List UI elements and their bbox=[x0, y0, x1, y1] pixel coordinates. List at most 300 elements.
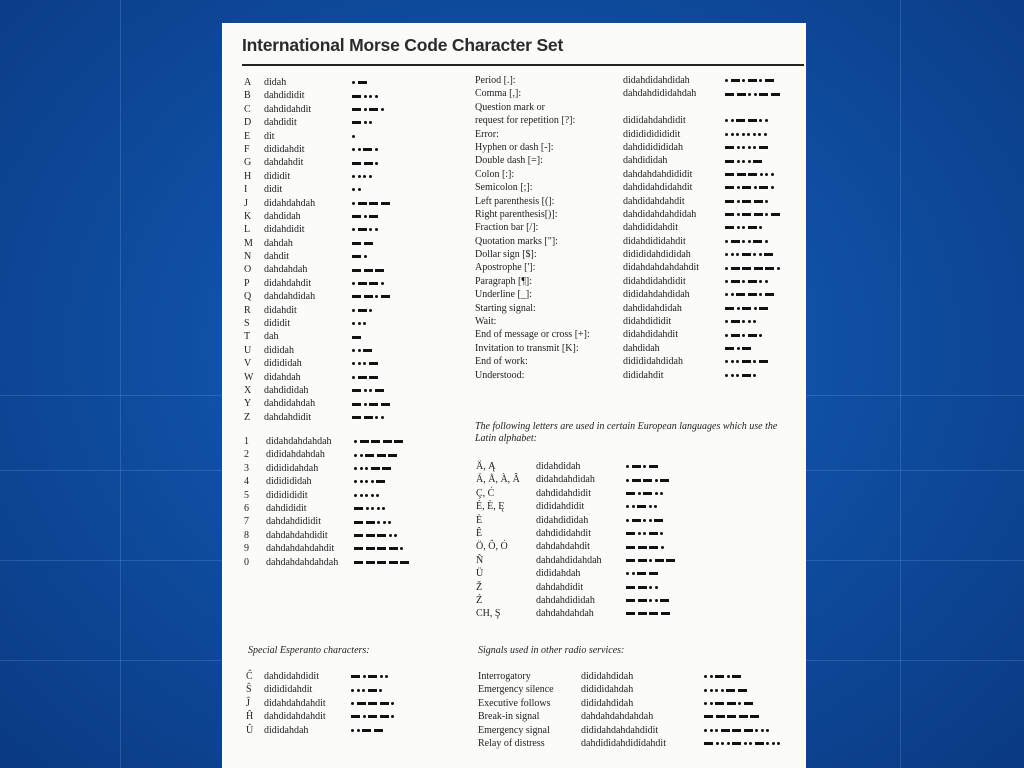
morse-dot bbox=[394, 534, 397, 537]
morse-dash bbox=[352, 162, 361, 165]
phonetic-name: dahdahdahdahdah bbox=[581, 711, 654, 723]
character-label: request for repetition [?]: bbox=[475, 115, 576, 127]
table-row bbox=[475, 87, 805, 100]
table-row bbox=[476, 594, 776, 607]
morse-dot bbox=[358, 349, 361, 352]
morse-dot bbox=[643, 519, 646, 522]
morse-symbol bbox=[725, 275, 770, 288]
phonetic-name: dahdahdahdit bbox=[536, 541, 590, 553]
morse-dash bbox=[357, 702, 366, 705]
morse-symbol bbox=[351, 670, 391, 683]
phonetic-name: dahdahdididah bbox=[536, 594, 595, 606]
phonetic-name: dahdididididah bbox=[623, 141, 683, 153]
table-row bbox=[475, 315, 805, 328]
phonetic-name: dididahdit bbox=[264, 143, 305, 155]
morse-symbol bbox=[704, 697, 755, 710]
phonetic-name: didididahdit bbox=[264, 684, 313, 696]
morse-dot bbox=[737, 146, 740, 149]
morse-dot bbox=[366, 507, 369, 510]
character-label: Double dash [=]: bbox=[475, 155, 543, 167]
table-row bbox=[478, 710, 803, 723]
morse-dash bbox=[366, 521, 375, 524]
morse-dot bbox=[380, 675, 383, 678]
table-row bbox=[244, 475, 454, 488]
morse-dash bbox=[715, 702, 724, 705]
phonetic-name: dahdidah bbox=[264, 210, 301, 222]
table-row bbox=[244, 411, 444, 424]
character-label: Ü bbox=[476, 568, 484, 580]
morse-dash bbox=[364, 416, 373, 419]
morse-dot bbox=[360, 480, 363, 483]
table-row bbox=[244, 502, 454, 515]
morse-dot bbox=[765, 280, 768, 283]
morse-dash bbox=[765, 293, 774, 296]
morse-dot bbox=[727, 675, 730, 678]
european-heading: The following letters are used in certain European languages which use the Latin alphabet: bbox=[475, 421, 778, 444]
morse-symbol bbox=[354, 515, 394, 528]
character-label: E bbox=[244, 130, 251, 142]
table-row bbox=[244, 384, 444, 397]
morse-dot bbox=[766, 729, 769, 732]
morse-dash bbox=[759, 186, 768, 189]
morse-dot bbox=[358, 148, 361, 151]
morse-dot bbox=[660, 492, 663, 495]
radio-heading: Signals used in other radio services: bbox=[478, 645, 625, 656]
morse-dot bbox=[643, 465, 646, 468]
phonetic-name: dahdidahdidit bbox=[536, 487, 591, 499]
table-row bbox=[475, 154, 805, 167]
phonetic-name: dahdidahdahdit bbox=[623, 195, 685, 207]
character-label: Error: bbox=[475, 128, 499, 140]
phonetic-name: didididahdidah bbox=[623, 356, 683, 368]
morse-dash bbox=[363, 148, 372, 151]
character-label: Ö, Ô, Ó bbox=[476, 541, 508, 553]
morse-symbol bbox=[352, 210, 381, 223]
morse-dot bbox=[655, 586, 658, 589]
character-label: Ñ bbox=[476, 554, 484, 566]
table-row bbox=[475, 195, 805, 208]
morse-dot bbox=[377, 521, 380, 524]
morse-dot bbox=[753, 374, 756, 377]
character-label: Right parenthesis[)]: bbox=[475, 208, 558, 220]
morse-dash bbox=[725, 213, 734, 216]
morse-dash bbox=[626, 599, 635, 602]
character-label: R bbox=[244, 304, 251, 316]
phonetic-name: dahdidahdahdit bbox=[264, 711, 326, 723]
morse-symbol bbox=[725, 128, 769, 141]
table-row bbox=[475, 128, 805, 141]
table-row bbox=[244, 304, 444, 317]
morse-dot bbox=[754, 307, 757, 310]
phonetic-name: didahdahdahdit bbox=[264, 697, 326, 709]
morse-symbol bbox=[725, 261, 782, 274]
morse-dot bbox=[771, 186, 774, 189]
character-label: Ź bbox=[476, 594, 483, 606]
table-row bbox=[475, 369, 805, 382]
phonetic-name: dahdididah bbox=[623, 155, 668, 167]
morse-dash bbox=[742, 347, 751, 350]
character-label: Starting signal: bbox=[475, 302, 536, 314]
morse-dot bbox=[352, 282, 355, 285]
morse-dash bbox=[380, 702, 389, 705]
morse-dash bbox=[632, 519, 641, 522]
morse-dot bbox=[391, 715, 394, 718]
character-label: Ĵ bbox=[246, 697, 250, 709]
morse-dash bbox=[754, 213, 763, 216]
morse-dash bbox=[377, 534, 386, 537]
morse-dot bbox=[357, 689, 360, 692]
morse-symbol bbox=[354, 448, 400, 461]
morse-dash bbox=[731, 267, 740, 270]
morse-dash bbox=[716, 715, 725, 718]
morse-dot bbox=[649, 505, 652, 508]
morse-dot bbox=[765, 240, 768, 243]
character-label: Wait: bbox=[475, 316, 497, 328]
morse-dot bbox=[748, 240, 751, 243]
morse-dash bbox=[394, 440, 403, 443]
character-label: Executive follows bbox=[478, 697, 551, 709]
morse-dash bbox=[704, 742, 713, 745]
morse-dash bbox=[369, 215, 378, 218]
morse-dot bbox=[716, 742, 719, 745]
table-row bbox=[475, 302, 805, 315]
morse-symbol bbox=[352, 371, 381, 384]
sheet-title: International Morse Code Character Set bbox=[242, 35, 564, 55]
morse-dash bbox=[759, 307, 768, 310]
morse-dot bbox=[738, 702, 741, 705]
character-label: T bbox=[244, 331, 251, 343]
phonetic-name: dahdahdididahdah bbox=[623, 88, 697, 100]
morse-dash bbox=[649, 572, 658, 575]
morse-dash bbox=[366, 534, 375, 537]
morse-dot bbox=[755, 729, 758, 732]
morse-symbol bbox=[626, 487, 666, 500]
table-row bbox=[244, 344, 444, 357]
character-label: U bbox=[244, 344, 252, 356]
character-label: G bbox=[244, 157, 252, 169]
morse-dot bbox=[704, 675, 707, 678]
phonetic-name: dididah bbox=[264, 344, 294, 356]
morse-dash bbox=[726, 689, 735, 692]
character-label: Paragraph [¶]: bbox=[475, 275, 533, 287]
character-label: Ä, Ą bbox=[476, 461, 496, 472]
phonetic-name: dahdit bbox=[264, 251, 289, 263]
morse-symbol bbox=[352, 103, 386, 116]
morse-dot bbox=[362, 689, 365, 692]
morse-dash bbox=[354, 547, 363, 550]
morse-dot bbox=[354, 467, 357, 470]
character-label: Relay of distress bbox=[478, 737, 545, 749]
morse-dot bbox=[352, 376, 355, 379]
table-row bbox=[475, 235, 805, 248]
morse-dot bbox=[381, 108, 384, 111]
morse-dot bbox=[643, 532, 646, 535]
table-row bbox=[246, 697, 456, 710]
morse-dot bbox=[383, 521, 386, 524]
character-label: CH, Ş bbox=[476, 608, 501, 620]
morse-dot bbox=[748, 160, 751, 163]
phonetic-name: dididahdahdah bbox=[266, 449, 325, 461]
morse-dot bbox=[632, 572, 635, 575]
morse-dot bbox=[354, 454, 357, 457]
morse-dot bbox=[365, 494, 368, 497]
morse-dash bbox=[748, 79, 757, 82]
table-row bbox=[244, 462, 454, 475]
morse-dash bbox=[352, 255, 361, 258]
morse-dash bbox=[626, 612, 635, 615]
character-label: Break-in signal bbox=[478, 711, 540, 723]
table-row bbox=[475, 288, 805, 301]
morse-dash bbox=[649, 465, 658, 468]
phonetic-name: dahdahdidit bbox=[264, 411, 312, 423]
morse-dash bbox=[649, 612, 658, 615]
table-row bbox=[244, 371, 444, 384]
morse-dash bbox=[364, 269, 373, 272]
morse-dash bbox=[732, 729, 741, 732]
background-line bbox=[900, 0, 901, 768]
morse-dot bbox=[377, 507, 380, 510]
morse-dot bbox=[369, 95, 372, 98]
morse-symbol bbox=[352, 76, 369, 89]
table-row bbox=[244, 116, 444, 129]
phonetic-name: dahdahdahdididit bbox=[623, 168, 693, 180]
morse-dash bbox=[638, 546, 647, 549]
character-label: Comma [,]: bbox=[475, 88, 522, 100]
morse-dot bbox=[725, 240, 728, 243]
morse-symbol bbox=[626, 554, 678, 567]
morse-dash bbox=[352, 389, 361, 392]
morse-symbol bbox=[352, 411, 386, 424]
character-label: C bbox=[244, 103, 251, 115]
morse-reference-sheet bbox=[222, 23, 806, 768]
morse-dash bbox=[754, 200, 763, 203]
morse-dot bbox=[765, 213, 768, 216]
table-row bbox=[476, 514, 776, 527]
morse-dot bbox=[382, 507, 385, 510]
morse-dot bbox=[765, 119, 768, 122]
morse-dot bbox=[365, 467, 368, 470]
table-row bbox=[476, 527, 776, 540]
character-label: S bbox=[244, 318, 250, 330]
morse-symbol bbox=[725, 369, 759, 382]
morse-symbol bbox=[725, 154, 765, 167]
morse-dot bbox=[742, 79, 745, 82]
table-row bbox=[244, 277, 444, 290]
morse-dash bbox=[742, 374, 751, 377]
morse-symbol bbox=[352, 397, 392, 410]
morse-dot bbox=[660, 532, 663, 535]
phonetic-name: dididit bbox=[264, 318, 291, 330]
morse-dot bbox=[753, 133, 756, 136]
morse-dot bbox=[358, 362, 361, 365]
morse-symbol bbox=[725, 168, 776, 181]
table-row bbox=[476, 567, 776, 580]
table-row bbox=[478, 670, 803, 683]
morse-dot bbox=[704, 689, 707, 692]
morse-dot bbox=[375, 162, 378, 165]
phonetic-name: didididahdah bbox=[266, 462, 319, 474]
character-label: Ĥ bbox=[246, 711, 254, 723]
table-row bbox=[244, 529, 454, 542]
morse-dot bbox=[737, 226, 740, 229]
morse-dash bbox=[632, 465, 641, 468]
morse-dot bbox=[655, 492, 658, 495]
morse-dot bbox=[710, 702, 713, 705]
phonetic-name: dahdahdidah bbox=[264, 291, 316, 303]
character-label: Q bbox=[244, 291, 252, 303]
character-label: End of message or cross [+]: bbox=[475, 329, 590, 341]
phonetic-name: dahdidahdah bbox=[264, 398, 316, 410]
title-rule bbox=[242, 64, 804, 66]
table-row bbox=[244, 317, 444, 330]
morse-dot bbox=[364, 108, 367, 111]
morse-dot bbox=[736, 253, 739, 256]
morse-dot bbox=[759, 280, 762, 283]
table-row bbox=[244, 156, 444, 169]
table-row bbox=[244, 210, 444, 223]
morse-dash bbox=[358, 376, 367, 379]
phonetic-name: dit bbox=[264, 130, 275, 142]
morse-dash bbox=[377, 547, 386, 550]
morse-dash bbox=[374, 729, 383, 732]
morse-dot bbox=[375, 148, 378, 151]
morse-dot bbox=[389, 534, 392, 537]
morse-dot bbox=[715, 729, 718, 732]
morse-dash bbox=[742, 253, 751, 256]
character-label: Á, Å, À, Â bbox=[476, 474, 520, 486]
morse-dot bbox=[369, 309, 372, 312]
morse-dash bbox=[352, 295, 361, 298]
morse-symbol bbox=[704, 710, 762, 723]
table-row bbox=[475, 168, 805, 181]
esperanto-heading: Special Esperanto characters: bbox=[248, 645, 370, 656]
morse-symbol bbox=[352, 130, 358, 143]
phonetic-name: didahdahdit bbox=[264, 277, 312, 289]
morse-dash bbox=[661, 612, 670, 615]
character-label: É, È, Ę bbox=[476, 501, 505, 513]
phonetic-name: didahdidahdidah bbox=[623, 75, 690, 86]
morse-symbol bbox=[626, 460, 660, 473]
morse-dot bbox=[352, 81, 355, 84]
morse-dot bbox=[375, 228, 378, 231]
table-row bbox=[475, 208, 805, 221]
phonetic-name: dididahdah bbox=[536, 568, 581, 580]
morse-dot bbox=[371, 507, 374, 510]
morse-dash bbox=[366, 547, 375, 550]
morse-dot bbox=[727, 742, 730, 745]
morse-dot bbox=[725, 119, 728, 122]
character-label: Fraction bar [/]: bbox=[475, 222, 539, 234]
morse-dot bbox=[704, 729, 707, 732]
morse-dot bbox=[371, 494, 374, 497]
morse-dot bbox=[754, 186, 757, 189]
morse-dash bbox=[732, 675, 741, 678]
character-label: Underline [_]: bbox=[475, 289, 532, 301]
character-label: P bbox=[244, 277, 250, 289]
table-row bbox=[478, 683, 803, 696]
morse-dash bbox=[750, 715, 759, 718]
morse-symbol bbox=[626, 567, 660, 580]
character-label: 2 bbox=[244, 449, 249, 461]
morse-dot bbox=[736, 360, 739, 363]
phonetic-name: dahdidahdit bbox=[264, 103, 312, 115]
morse-dash bbox=[725, 160, 734, 163]
morse-dot bbox=[721, 742, 724, 745]
character-label: 4 bbox=[244, 476, 249, 488]
morse-dot bbox=[364, 215, 367, 218]
phonetic-name: dididididit bbox=[266, 489, 308, 501]
morse-dot bbox=[351, 729, 354, 732]
morse-dash bbox=[737, 93, 746, 96]
phonetic-name: didahdidah bbox=[536, 461, 581, 472]
morse-dash bbox=[727, 702, 736, 705]
character-label: Emergency signal bbox=[478, 724, 550, 736]
phonetic-name: didahdidit bbox=[264, 224, 305, 236]
morse-symbol bbox=[626, 514, 666, 527]
table-row bbox=[246, 670, 456, 683]
table-row bbox=[244, 237, 444, 250]
morse-dash bbox=[626, 532, 635, 535]
morse-symbol bbox=[725, 74, 776, 87]
morse-dash bbox=[369, 202, 378, 205]
morse-dash bbox=[737, 173, 746, 176]
morse-dash bbox=[755, 742, 764, 745]
morse-symbol bbox=[354, 529, 400, 542]
character-label: Dollar sign [$]: bbox=[475, 249, 537, 261]
table-row bbox=[244, 489, 454, 502]
table-row bbox=[244, 263, 444, 276]
morse-symbol bbox=[352, 143, 380, 156]
morse-dot bbox=[759, 79, 762, 82]
morse-dash bbox=[352, 121, 361, 124]
phonetic-name: dididahdah bbox=[264, 724, 309, 736]
phonetic-name: dahdahdididit bbox=[266, 516, 321, 528]
morse-dot bbox=[725, 280, 728, 283]
table-row bbox=[244, 76, 444, 89]
morse-dot bbox=[742, 133, 745, 136]
morse-dash bbox=[731, 334, 740, 337]
morse-dot bbox=[737, 186, 740, 189]
morse-symbol bbox=[354, 502, 388, 515]
morse-dot bbox=[654, 505, 657, 508]
phonetic-name: didahdahdidah bbox=[536, 474, 595, 486]
morse-dot bbox=[369, 175, 372, 178]
character-label: Ĉ bbox=[246, 671, 253, 682]
morse-dash bbox=[368, 715, 377, 718]
character-label: Period [.]: bbox=[475, 75, 516, 86]
morse-dot bbox=[710, 675, 713, 678]
character-label: È bbox=[476, 514, 483, 526]
morse-dash bbox=[352, 269, 361, 272]
morse-symbol bbox=[354, 435, 406, 448]
morse-dot bbox=[363, 322, 366, 325]
morse-dot bbox=[360, 467, 363, 470]
character-label: D bbox=[244, 117, 252, 129]
phonetic-name: dididahdidah bbox=[581, 697, 634, 709]
morse-dash bbox=[748, 119, 757, 122]
table-row bbox=[475, 141, 805, 154]
character-label: Understood: bbox=[475, 369, 525, 381]
table-row bbox=[475, 221, 805, 234]
morse-dash bbox=[753, 240, 762, 243]
table-row bbox=[244, 435, 454, 448]
morse-dot bbox=[721, 689, 724, 692]
morse-symbol bbox=[352, 250, 369, 263]
phonetic-name: dahdididit bbox=[264, 90, 305, 102]
morse-dash bbox=[389, 561, 398, 564]
morse-dash bbox=[748, 280, 757, 283]
table-row bbox=[244, 197, 444, 210]
